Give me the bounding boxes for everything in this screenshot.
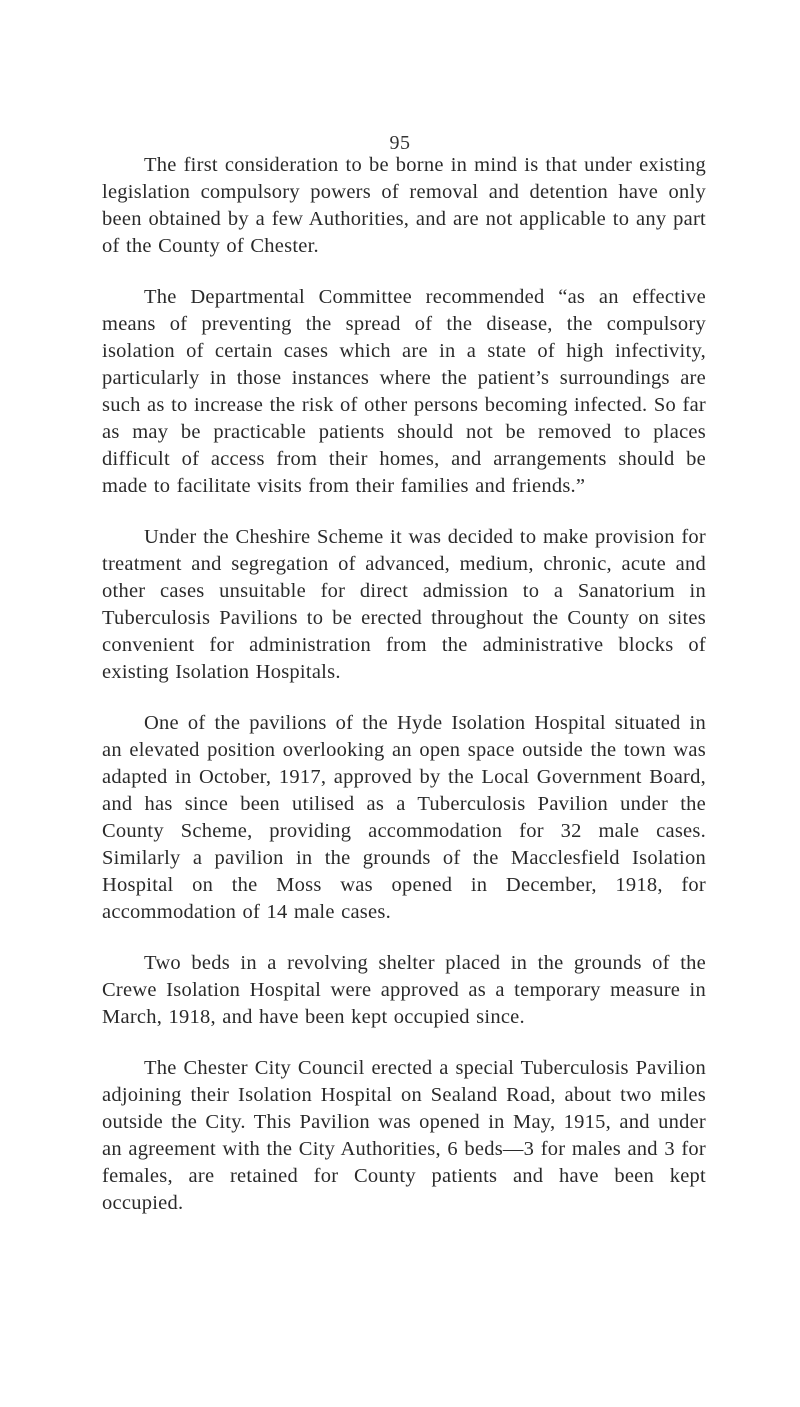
document-body [102, 152, 706, 1241]
paragraph-6: The Chester City Council erected a special Tuberculosis Pavilion adjoining their Isolation Hospital on Sealand Road, about two miles outside the City. This Pavilion was opened in May, 1915, and under an agreement with the City Authorities, 6 beds—3 for males and 3 for females, are retained for County patients and have been kept occupied. [102, 1057, 706, 1214]
paragraph-1: The first consideration to be borne in mind is that under existing legislation compulsory powers of removal and detention have only been obtained by a few Authorities, and are not applicable to any part of the County of Chester. [102, 154, 706, 257]
paragraph-5: Two beds in a revolving shelter placed in the grounds of the Crewe Isolation Hospital were approved as a temporary measure in March, 1918, and have been kept occupied since. [102, 952, 706, 1028]
paragraph-3: Under the Cheshire Scheme it was decided to make provision for treatment and segregation of advanced, medium, chronic, acute and other cases unsuitable for direct admission to a Sanatorium in Tuberculosis Pavilions to be erected throughout the County on sites convenient for administration from the administrative blocks of existing Isolation Hospitals. [102, 526, 706, 683]
paragraph-2: The Departmental Committee recommended “as an effective means of preventing the spread of the disease, the compulsory isolation of certain cases which are in a state of high infectivity, particularly in those instances where the patient’s surroundings are such as to increase the risk of other persons becoming infected. So far as may be practicable patients should not be removed to places difficult of access from their homes, and arrangements should be made to facilitate visits from their families and friends.” [102, 286, 706, 497]
page-number: 95 [389, 132, 411, 154]
paragraph-4: One of the pavilions of the Hyde Isolation Hospital situated in an elevated position overlooking an open space outside the town was adapted in October, 1917, approved by the Local Government Board, and has since been utilised as a Tuberculosis Pavilion under the County Scheme, providing accommodation for 32 male cases. Similarly a pavilion in the grounds of the Macclesfield Isolation Hospital on the Moss was opened in December, 1918, for accommodation of 14 male cases. [102, 712, 706, 923]
